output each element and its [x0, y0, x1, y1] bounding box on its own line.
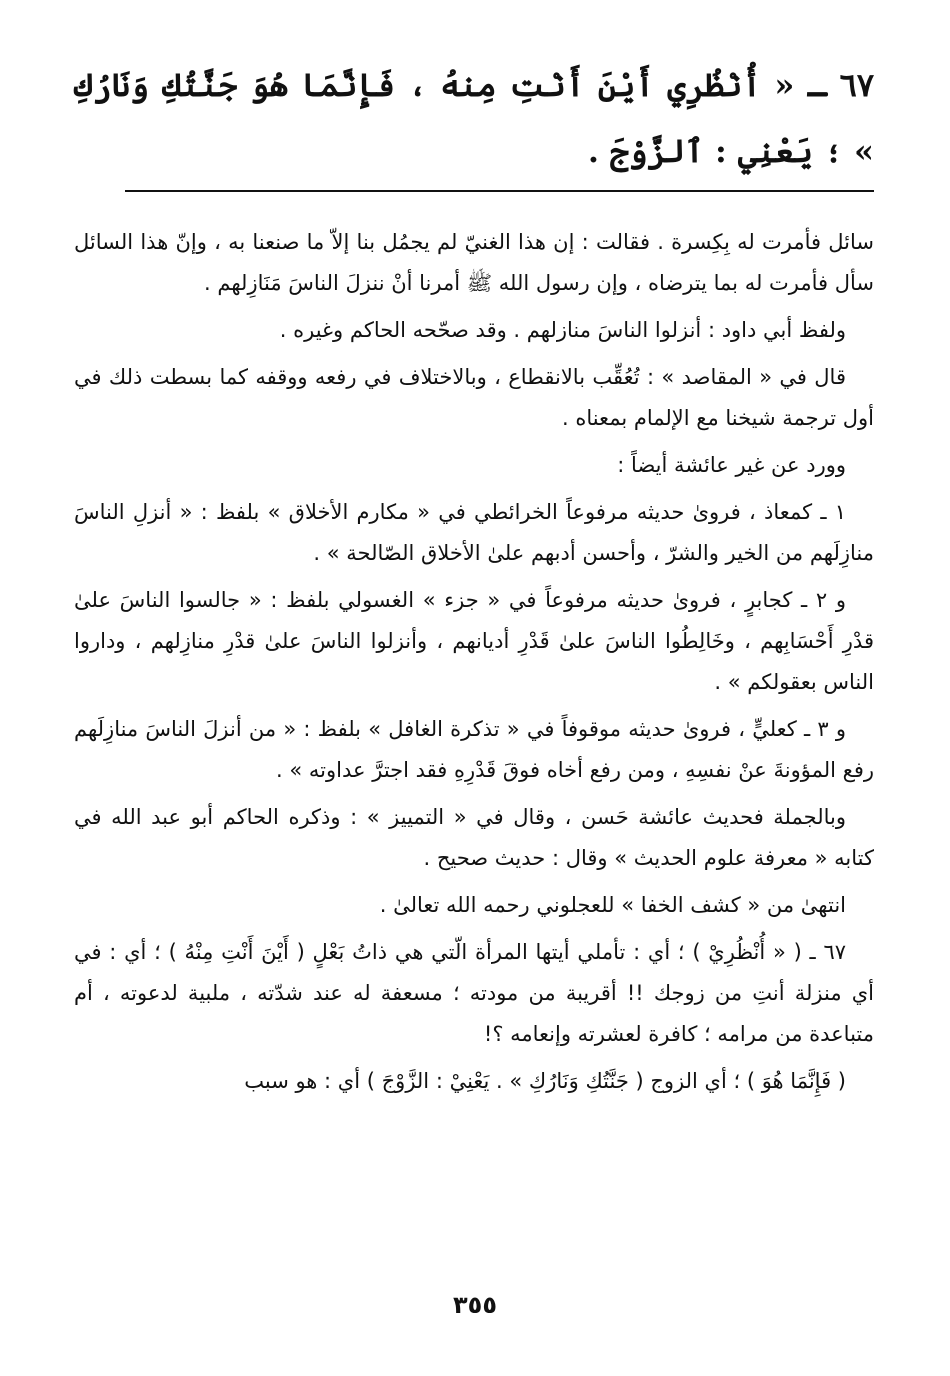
commentary-paragraph: وبالجملة فحديث عائشة حَسن ، وقال في « التمييز » : وذكره الحاكم أبو عبد الله في كتابه « معرفة علوم الحديث » وقال : حديث صحيح .: [74, 805, 874, 870]
separator-rule: [125, 190, 874, 192]
commentary-paragraph: وورد عن غير عائشة أيضاً :: [617, 453, 846, 477]
commentary-paragraph: و ٢ ـ كجابرٍ ، فروىٰ حديثه مرفوعاً في « جزء » الغسولي بلفظ : « جالسوا الناسَ علىٰ قدْرِ أَحْسَابِهم ، وخَالِطُوا الناسَ علىٰ قَدْرِ أديانهم ، وأنزلوا الناسَ علىٰ قدْرِ منازِلهم ، وداروا الناس بعقولكم » .: [74, 588, 874, 694]
commentary-paragraph: ١ ـ كمعاذ ، فروىٰ حديثه مرفوعاً الخرائطي في « مكارم الأخلاق » بلفظ : « أنزلِ الناسَ منازِلَهم من الخير والشرّ ، وأحسن أدبهم علىٰ الأخلاق الصّالحة » .: [74, 500, 874, 565]
commentary-paragraph: انتهىٰ من « كشف الخفا » للعجلوني رحمه الله تعالىٰ .: [379, 893, 846, 917]
page-number: ٣٥٥: [453, 1291, 497, 1319]
commentary-paragraph: ٦٧ ـ ( « أُنْظُرِيْ ) ؛ أي : تأملي أيتها المرأة الّتي هي ذاتُ بَعْلٍ ( أَيْنَ أَنْتِ مِنْهُ ) ؛ أي : في أي منزلة أنتِ من زوجك !! أقريبة من مودته ؛ مسعفة له عند شدّته ، ملبية لدعوته ، أم متباعدة من مرامه ؛ كافرة لعشرته وإنعامه ؟!: [74, 940, 874, 1046]
hadith-text: ٦٧ ـ « أُنْظُرِي أَيْنَ أَنْتِ مِنهُ ، فَإِنَّمَا هُوَ جَنَّتُكِ وَنَارُكِ » ؛ يَعْنِي : ٱلزَّوْجَ .: [74, 66, 874, 170]
commentary-paragraph: قال في « المقاصد » : تُعُقِّب بالانقطاع ، وبالاختلاف في رفعه ووقفه كما بسطت ذلك في أول ترجمة شيخنا مع الإلمام بمعناه .: [74, 365, 874, 430]
commentary-paragraph: ولفظ أبي داود : أنزلوا الناسَ منازلهم . وقد صحّحه الحاكم وغيره .: [279, 318, 846, 342]
commentary-paragraph: و ٣ ـ كعليٍّ ، فروىٰ حديثه موقوفاً في « تذكرة الغافل » بلفظ : « من أنزلَ الناسَ منازِلَهم رفع المؤونةَ عنْ نفسِهِ ، ومن رفع أخاه فوقَ قَدْرِهِ فقد اجترَّ عداوته » .: [74, 717, 874, 782]
commentary-section: [74, 222, 874, 1108]
commentary-paragraph: سائل فأمرت له بِكِسرة . فقالت : إن هذا الغنيّ لم يجمُل بنا إلاّ ما صنعنا به ، وإنّ هذا السائل سأل فأمرت له بما يترضاه ، وإن رسول الله ﷺ أمرنا أنْ ننزلَ الناسَ مَنَازِلهم .: [74, 230, 874, 295]
commentary-paragraph: ( فَإِنَّمَا هُوَ ) ؛ أي الزوج ( جَنَّتُكِ وَنَارُكِ » . يَعْنِيْ : الزَّوْجَ ) أي : هو سبب: [244, 1069, 846, 1093]
